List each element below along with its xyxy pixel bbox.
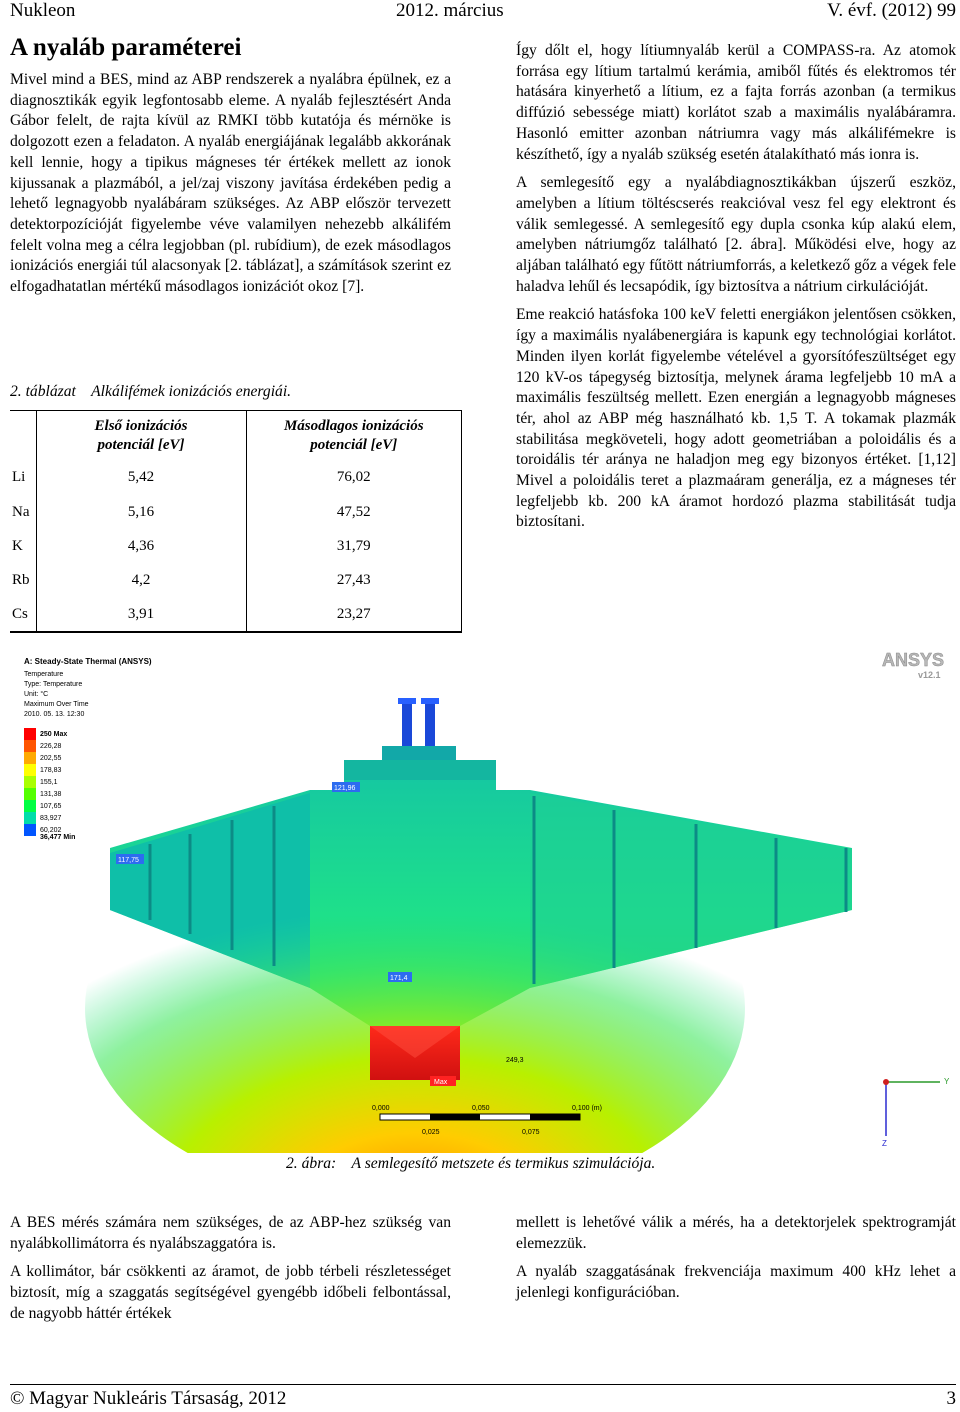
table-row — [10, 461, 462, 495]
neutralizer-body — [85, 780, 852, 1153]
paragraph: Mivel mind a BES, mind az ABP rendszerek a nyalábra épülnek, ez a diagnosztikák egyik legfontosabb eleme. A nyaláb fejlesztésért Anda Gábor felelt, de rajta kívül az RMKI több kutatója és mérnöke is dolgozott ezen a feladaton. A nyaláb energiájának legalább akkorának kell lennie, hogy a tipikus mágneses tér értékek mellett az ionok kijussanak a plazmából, a jel/zaj viszony javítása érdekében pedig a lehető legnagyobb nyalábáram szükséges. Az ABP először tervezett detektorpozícióját figyelembe véve valamilyen nehezebb alkálifém felelt volna meg a célra legjobban (pl. rubídium), de ezek másodlagos ionizációs energiái túl alacsonyak [2. táblázat], a számítások szerint ez elfogadhatatlan mértékű másodlagos ionizációt okoz [7]. — [10, 71, 451, 296]
sim-info: Type: Temperature — [24, 681, 83, 688]
probe-value: 117,75 — [118, 857, 139, 864]
table-cell: 76,02 — [336, 469, 371, 486]
paragraph: A semlegesítő egy a nyalábdiagnosztikákban újszerű eszköz, amelyben a lítium töltéscserés reakcióval vesz fel egy elektront és válik semlegessé. A semlegesítő egy dupla csonka kúp alakú elem, amelyben nátriumgőz található [2. ábra]. Működési elve, hogy az aljában található egy fűtött nátriumforrás, a keletkező gőz a végek fele haladva lehűl és lecsapódik, így biztosítva a nátrium cirkulációját. — [516, 174, 956, 295]
probe-value: Max — [434, 1079, 448, 1086]
top-pipes — [344, 698, 496, 792]
legend-label: 60,202 — [40, 827, 62, 834]
table-row — [10, 564, 462, 598]
probe-value: 171,4 — [390, 975, 408, 982]
table-cell: 47,52 — [336, 503, 371, 520]
paragraph: A BES mérés számára nem szükséges, de az ABP-hez szükség van nyalábkollimátorra és nyalábszaggatóra is. — [10, 1214, 451, 1252]
probe-value: 121,96 — [334, 785, 356, 792]
ionization-table — [10, 410, 462, 633]
bottom-right-column — [516, 1213, 956, 1312]
table-row — [10, 495, 462, 529]
table-cell: Cs — [10, 598, 36, 632]
legend-swatch — [24, 800, 36, 812]
table-cell: 5,16 — [36, 495, 246, 529]
legend-label: 36,477 Min — [40, 834, 76, 841]
copyright: © Magyar Nukleáris Társaság, 2012 — [10, 1388, 287, 1409]
table-cell: Li — [10, 461, 36, 495]
bottom-left-column — [10, 1213, 451, 1333]
thermal-simulation-figure — [10, 648, 956, 1153]
paragraph: Így dőlt el, hogy lítiumnyaláb kerül a COMPASS-ra. Az atomok forrása egy lítium tartalmú kerámia, amiből fűtés és elektromos tér hatására kinyerhető a lítium, ez a fajta forrás azonban (a termikus diffúzió sebessége miatt) korlátot szab a maximális nyalábáramra. Hasonló emitter azonban nátriumra vagy más alkálifémekre is készíthető, így a nyaláb szükség esetén átalakítható más ionra is. — [516, 42, 956, 163]
axes-triad — [882, 1077, 950, 1148]
paragraph: Eme reakció hatásfoka 100 keV feletti energiákon jelentősen csökken, így a maximális nyalábenergiára is kapunk egy technológiai korlátot. Minden ilyen korlát figyelembe vételével a gyorsítófeszültséget egy 120 kV-os tápegység biztosítja, melynek árama legfeljebb 10 mA a maximális feszültség mellett. Ezen energián a legnagyobb mágneses tér, ahol az ABP még használható kb. 1,5 T. A tokamak plazmák stabilitása megköveteli, hogy adott geometriában a poloidális és a toroidális tér aránya ne haladjon meg egy bizonyos értéket. [1,12] Mivel a poloidális teret a plazmaáram generálja, ez a mágneses tér legfeljebb kb. 200 kA áramot hordozó plazma stabilitását tudja biztosítani. — [516, 306, 956, 531]
table-cell: 23,27 — [246, 598, 462, 632]
left-column — [10, 70, 451, 306]
sim-info: 2010. 05. 13. 12:30 — [24, 711, 85, 718]
legend-swatch — [24, 788, 36, 800]
scale-label: 0,050 — [472, 1105, 490, 1112]
temperature-legend — [24, 728, 75, 841]
page-number: 3 — [946, 1388, 956, 1409]
table-cell: Na — [10, 495, 36, 529]
sim-info: Unit: °C — [24, 691, 49, 698]
paragraph: A nyaláb szaggatásának frekvenciája maximum 400 kHz lehet a jelenlegi konfigurációban. — [516, 1263, 956, 1302]
page-footer — [10, 1388, 956, 1410]
paragraph: mellett is lehetővé válik a mérés, ha a detektorjelek spektrogramját elemezzük. — [516, 1214, 956, 1252]
scale-label: 0,025 — [422, 1129, 440, 1136]
legend-swatch — [24, 812, 36, 824]
legend-swatch — [24, 740, 36, 752]
table-header-row — [10, 411, 462, 461]
sim-info: Temperature — [24, 671, 64, 678]
scale-label: 0,000 — [372, 1105, 390, 1112]
table-header-cell — [10, 411, 36, 461]
simulation-render — [10, 648, 956, 1153]
axis-label: Y — [944, 1077, 950, 1086]
legend-label: 250 Max — [40, 731, 68, 738]
legend-label: 155,1 — [40, 779, 58, 786]
sim-info: Maximum Over Time — [24, 701, 89, 708]
table-header-cell: Másodlagos ionizációs potenciál [eV] — [246, 411, 462, 461]
scale-label: 0,075 — [522, 1129, 540, 1136]
ansys-version: v12.1 — [918, 670, 941, 680]
table-cell: K — [10, 529, 36, 563]
volume-page: V. évf. (2012) 99 — [827, 0, 956, 21]
legend-label: 226,28 — [40, 743, 62, 750]
axis-label: Z — [882, 1139, 887, 1148]
right-column — [516, 41, 956, 541]
table-row — [10, 529, 462, 563]
legend-label: 83,927 — [40, 815, 62, 822]
legend-swatch — [24, 752, 36, 764]
scale-label: 0,100 (m) — [572, 1105, 602, 1112]
legend-label: 131,38 — [40, 791, 62, 798]
sim-title: A: Steady-State Thermal (ANSYS) — [24, 657, 152, 666]
section-title: A nyaláb paraméterei — [10, 34, 242, 61]
running-header — [10, 0, 956, 22]
table-cell: 27,43 — [336, 572, 371, 589]
table-row — [10, 598, 462, 632]
table-cell: 4,2 — [36, 564, 246, 598]
table-cell: 31,79 — [336, 537, 371, 554]
legend-label: 107,65 — [40, 803, 62, 810]
table-cell: 4,36 — [36, 529, 246, 563]
table-cell: 5,42 — [36, 461, 246, 495]
legend-label: 178,83 — [40, 767, 62, 774]
probe-value: 249,3 — [506, 1057, 524, 1064]
issue-date: 2012. március — [396, 0, 504, 21]
legend-swatch — [24, 728, 36, 740]
table-caption: 2. táblázat Alkálifémek ionizációs energiái. — [10, 383, 292, 400]
legend-label: 202,55 — [40, 755, 62, 762]
table-header-cell: Első ionizációs potenciál [eV] — [36, 411, 246, 461]
footer-rule — [10, 1384, 956, 1385]
legend-swatch — [24, 764, 36, 776]
table-cell: Rb — [10, 564, 36, 598]
figure-caption: 2. ábra: A semlegesítő metszete és termikus szimulációja. — [286, 1155, 656, 1172]
legend-swatch — [24, 776, 36, 788]
journal-name: Nukleon — [10, 0, 76, 21]
legend-swatch — [24, 824, 36, 836]
ansys-logo: ANSYS — [882, 650, 945, 670]
table-cell: 3,91 — [36, 598, 246, 632]
paragraph: A kollimátor, bár csökkenti az áramot, de jobb térbeli részletességet biztosít, míg a szaggatás segítségével gyengébb időbeli felbontással, de nagyobb háttér értékek — [10, 1263, 451, 1322]
